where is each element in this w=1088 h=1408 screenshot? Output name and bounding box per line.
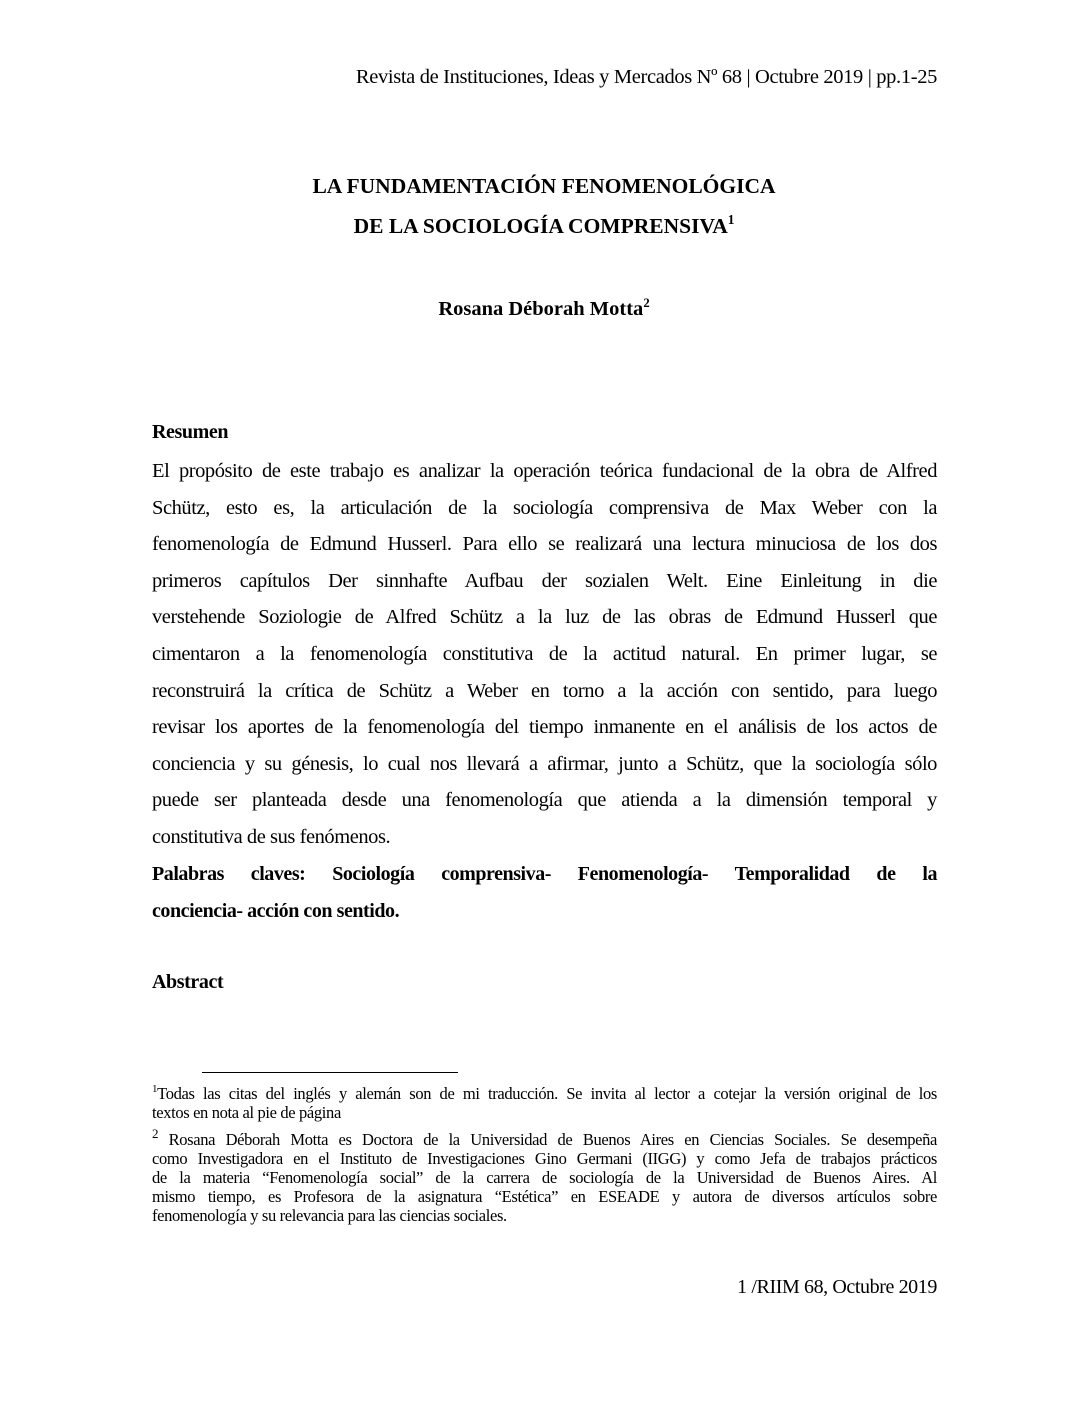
page-footer: 1 /RIIM 68, Octubre 2019 <box>737 1276 937 1298</box>
footnote-line: textos en nota al pie de página <box>152 1103 341 1122</box>
footnote-1 <box>152 1084 937 1122</box>
footnote-line: mismo tiempo, es Profesora de la asignatura “Estética” en ESEADE y autora de diversos artículos sobre <box>152 1187 937 1206</box>
paragraph-line: conciencia y su génesis, lo cual nos llevará a afirmar, junto a Schütz, que la sociología sólo <box>152 752 937 775</box>
paragraph-line: constitutiva de sus fenómenos. <box>152 825 391 848</box>
footnote-line: $^1$Todas las citas del inglés y alemán son de mi traducción. Se invita al lector a cotejar la versión original de los <box>152 1082 937 1103</box>
footnote-2 <box>152 1125 937 1225</box>
paragraph-line: verstehende Soziologie de Alfred Schütz a la luz de las obras de Edmund Husserl que <box>152 606 937 629</box>
paragraph-line: reconstruirá la crítica de Schütz a Weber en torno a la acción con sentido, para luego <box>152 679 937 702</box>
footnote-line: $^2$ Rosana Déborah Motta es Doctora de la Universidad de Buenos Aires en Ciencias Sociales. Se desempeña <box>152 1125 937 1149</box>
resumen-paragraph <box>152 453 937 856</box>
author-name: Rosana Déborah Motta$^2$ <box>438 295 650 320</box>
paragraph-line: puede ser planteada desde una fenomenología que atienda a la dimensión temporal y <box>152 789 937 812</box>
keywords-line: Palabras claves: Sociología comprensiva- Fenomenología- Temporalidad de la <box>152 863 937 885</box>
running-header: Revista de Instituciones, Ideas y Mercados Nº 68 | Octubre 2019 | pp.1-25 <box>355 66 937 88</box>
section-heading-resumen: Resumen <box>152 421 229 443</box>
article-title-line-2: DE LA SOCIOLOGÍA COMPRENSIVA$^1$ <box>353 212 735 238</box>
section-heading-abstract: Abstract <box>152 971 224 993</box>
footnote-line: como Investigadora en el Instituto de Investigaciones Gino Germani (IIGG) y como Jefa de trabajos prácticos <box>152 1149 937 1168</box>
footnote-mark: 1 <box>152 1082 158 1095</box>
paragraph-line: revisar los aportes de la fenomenología del tiempo inmanente en el análisis de los actos de <box>152 716 937 739</box>
footnote-ref-2[interactable]: 2 <box>643 295 650 310</box>
paragraph-line: cimentaron a la fenomenología constitutiva de la actitud natural. En primer lugar, se <box>152 642 937 665</box>
footnote-separator <box>202 1072 458 1073</box>
footnote-line: fenomenología y su relevancia para las ciencias sociales. <box>152 1206 507 1225</box>
footnote-ref-1[interactable]: 1 <box>727 212 735 228</box>
keywords <box>152 856 937 929</box>
paragraph-line: Schütz, esto es, la articulación de la sociología comprensiva de Max Weber con la <box>152 496 937 519</box>
paragraph-line: El propósito de este trabajo es analizar la operación teórica fundacional de la obra de Alfred <box>152 460 937 482</box>
footnotes <box>152 1084 937 1225</box>
footnote-mark: 2 <box>152 1125 159 1141</box>
footnote-line: de la materia “Fenomenología social” de la carrera de sociología de la Universidad de Buenos Aires. Al <box>152 1168 937 1187</box>
article-title-line-1: LA FUNDAMENTACIÓN FENOMENOLÓGICA <box>312 174 776 198</box>
paragraph-line: fenomenología de Edmund Husserl. Para ello se realizará una lectura minuciosa de los dos <box>152 533 937 556</box>
paragraph-line: primeros capítulos Der sinnhafte Aufbau der sozialen Welt. Eine Einleitung in die <box>152 569 937 592</box>
keywords-line: conciencia- acción con sentido. <box>152 899 400 922</box>
